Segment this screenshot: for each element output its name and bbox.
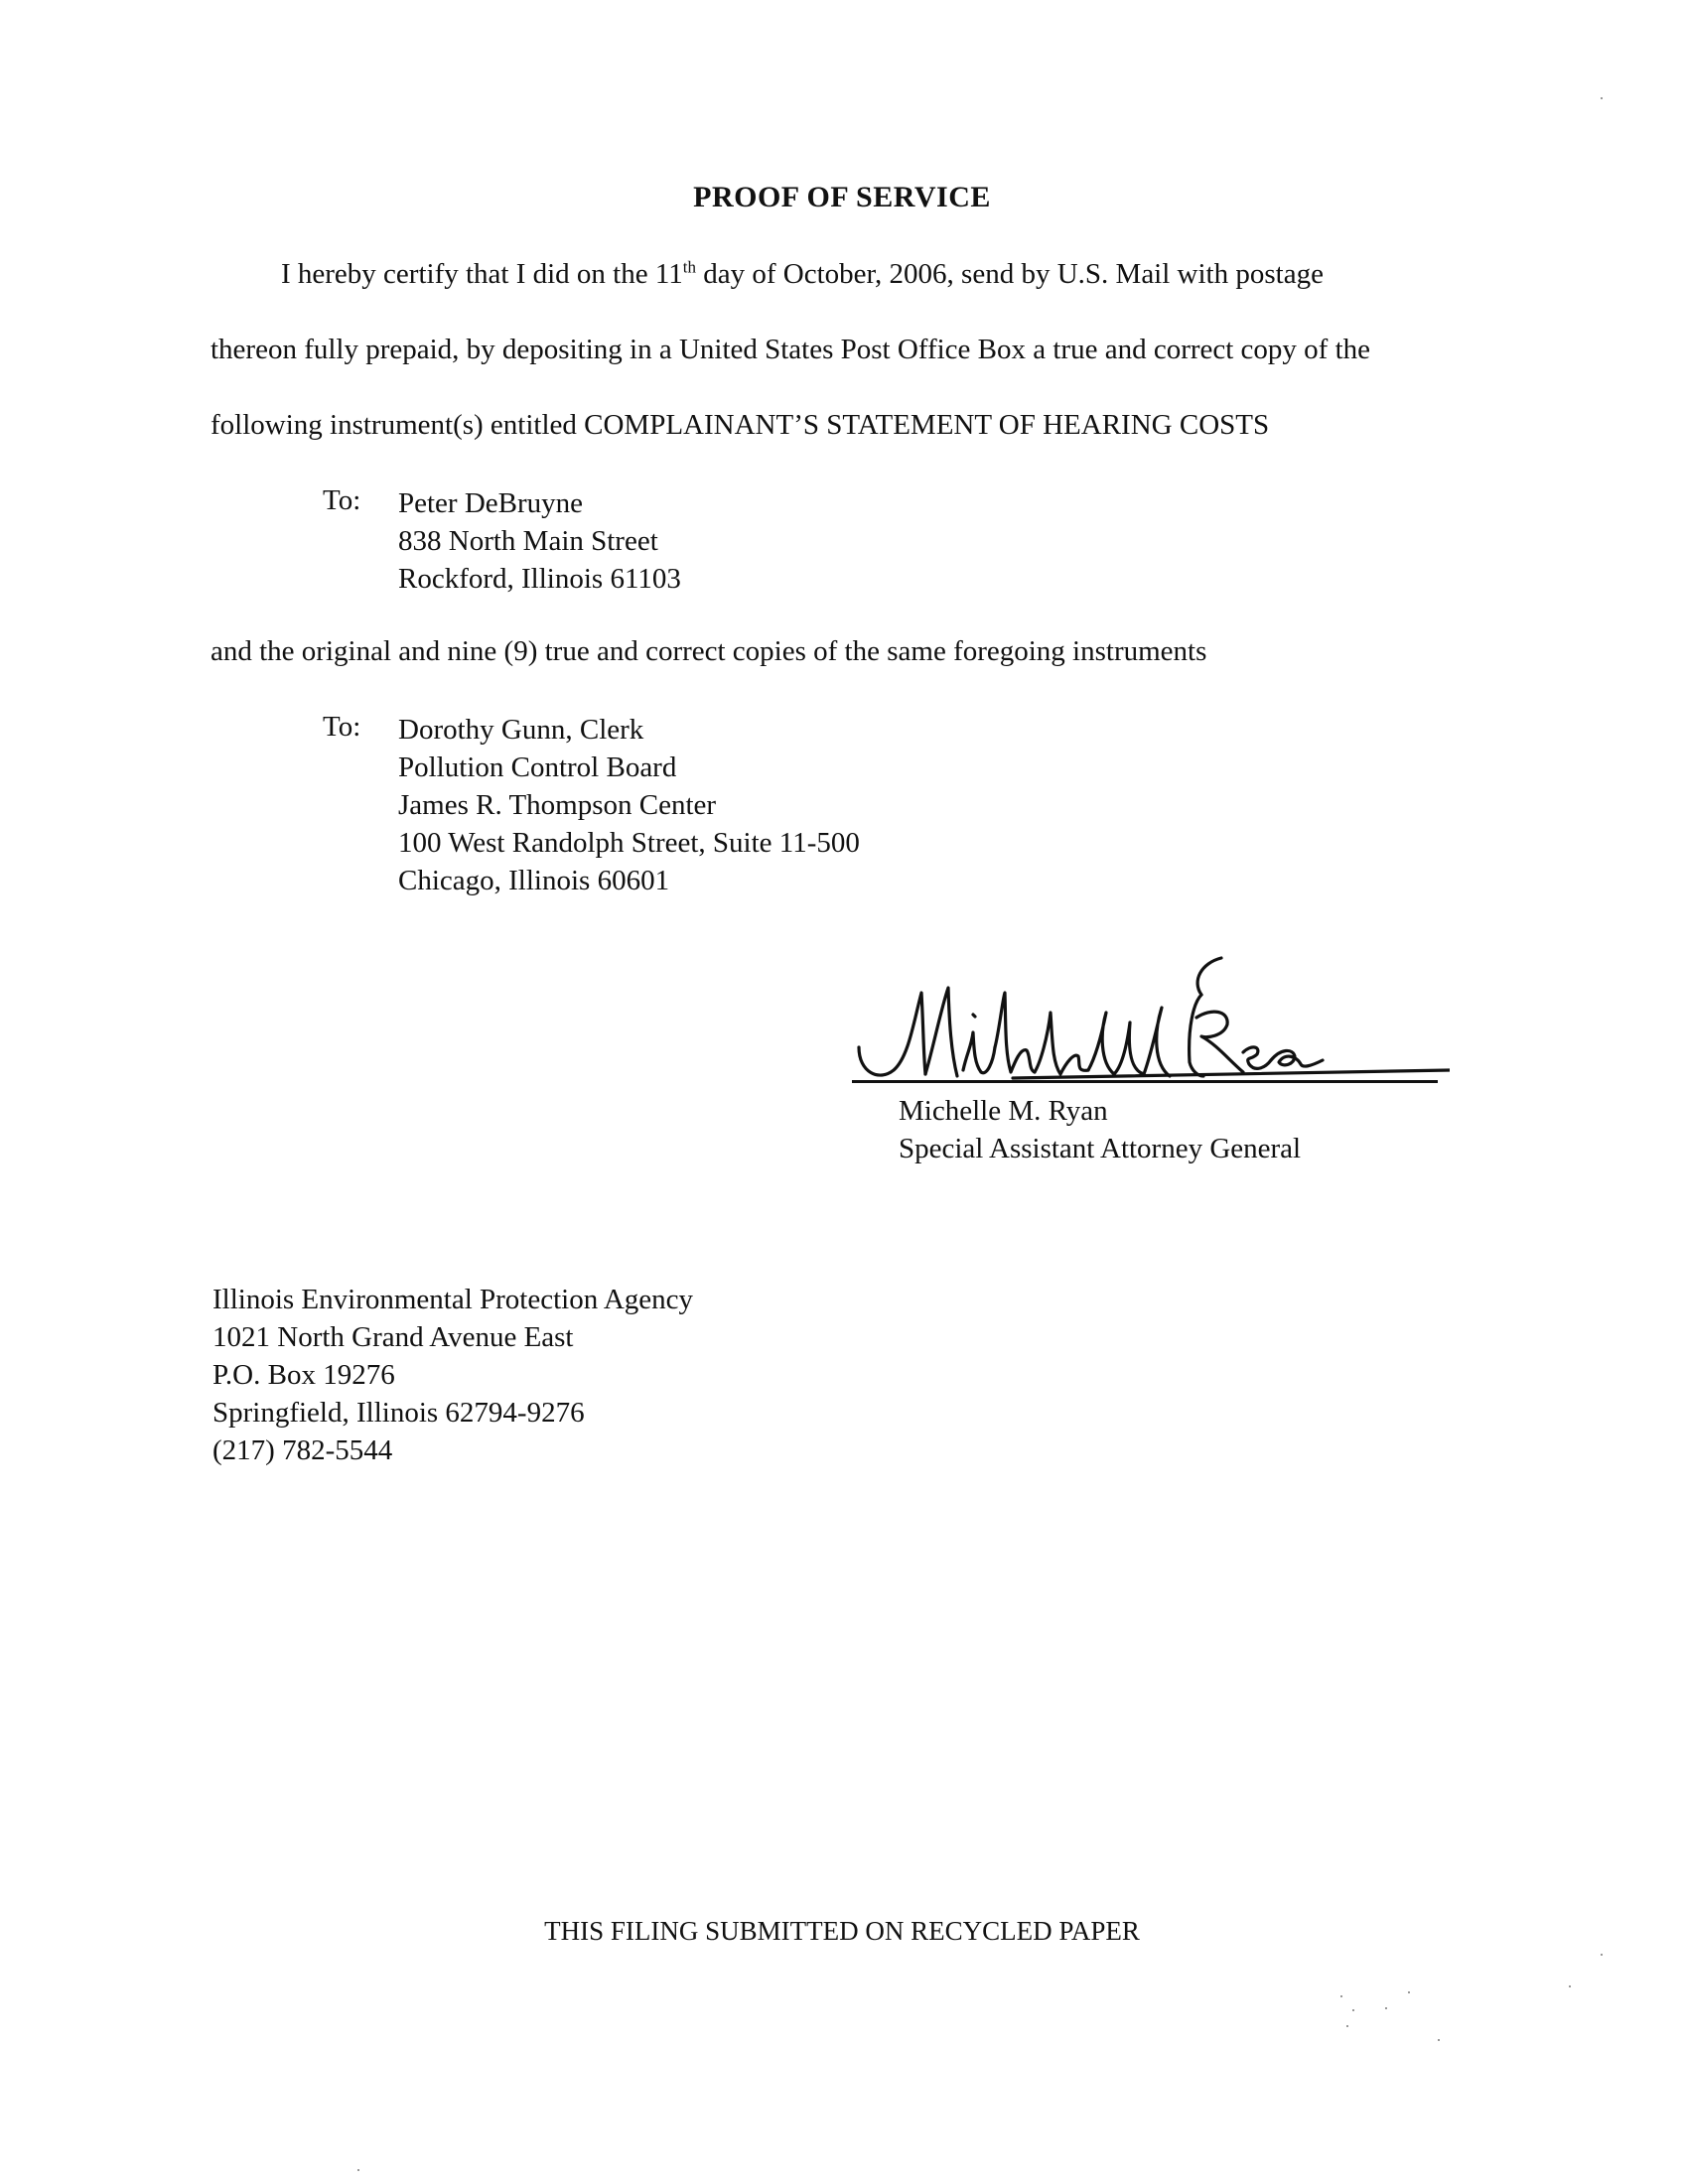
recipient-2-city: Chicago, Illinois 60601: [398, 865, 670, 896]
recipient-2-name: Dorothy Gunn, Clerk: [398, 714, 644, 746]
signer-title: Special Assistant Attorney General: [899, 1133, 1302, 1164]
agency-po-box: P.O. Box 19276: [212, 1359, 395, 1391]
recipient-2-street: 100 West Randolph Street, Suite 11-500: [398, 827, 860, 859]
recipient-2-org: Pollution Control Board: [398, 751, 677, 783]
signer-name: Michelle M. Ryan: [899, 1095, 1108, 1127]
page-title: PROOF OF SERVICE: [693, 181, 991, 213]
recipient-2-address: [398, 711, 860, 899]
agency-address: [212, 1281, 693, 1469]
scan-speck: [1408, 1991, 1410, 1993]
scan-speck: [1569, 1985, 1571, 1987]
scan-speck: [1385, 2007, 1387, 2009]
certification-line-2: thereon fully prepaid, by depositing in a United States Post Office Box a true and correct copy of the: [210, 334, 1371, 365]
scan-speck: [357, 2169, 359, 2171]
certification-line-1: [281, 258, 1324, 291]
certification-line-1-end: day of October, 2006, send by U.S. Mail with postage: [696, 258, 1324, 290]
recycled-paper-footer: THIS FILING SUBMITTED ON RECYCLED PAPER: [544, 1916, 1140, 1946]
recipient-1-name: Peter DeBruyne: [398, 487, 584, 519]
recipient-2-to-label: To:: [323, 711, 361, 743]
agency-name: Illinois Environmental Protection Agency: [212, 1284, 694, 1315]
signer-block: [899, 1092, 1301, 1167]
recipient-1-to-label: To:: [323, 484, 361, 516]
scan-speck: [1346, 2025, 1348, 2027]
scan-speck: [1352, 2009, 1354, 2011]
agency-phone: (217) 782-5544: [212, 1434, 393, 1466]
scan-speck: [1601, 1954, 1603, 1956]
agency-street: 1021 North Grand Avenue East: [212, 1321, 574, 1353]
original-copies-text: and the original and nine (9) true and correct copies of the same foregoing instruments: [210, 635, 1207, 667]
scan-speck: [1601, 97, 1603, 99]
recipient-2-building: James R. Thompson Center: [398, 789, 717, 821]
certification-line-3: following instrument(s) entitled COMPLAINANT’S STATEMENT OF HEARING COSTS: [210, 409, 1270, 441]
recipient-1-city: Rockford, Illinois 61103: [398, 563, 681, 595]
scan-speck: [1438, 2039, 1440, 2041]
signature-line: [852, 1080, 1438, 1083]
agency-city: Springfield, Illinois 62794-9276: [212, 1397, 585, 1429]
scan-speck: [1340, 1995, 1342, 1997]
certification-line-1-start: I hereby certify that I did on the 11: [281, 258, 683, 290]
recipient-1-address: [398, 484, 681, 598]
ordinal-suffix: th: [682, 257, 697, 277]
recipient-1-street: 838 North Main Street: [398, 525, 658, 557]
